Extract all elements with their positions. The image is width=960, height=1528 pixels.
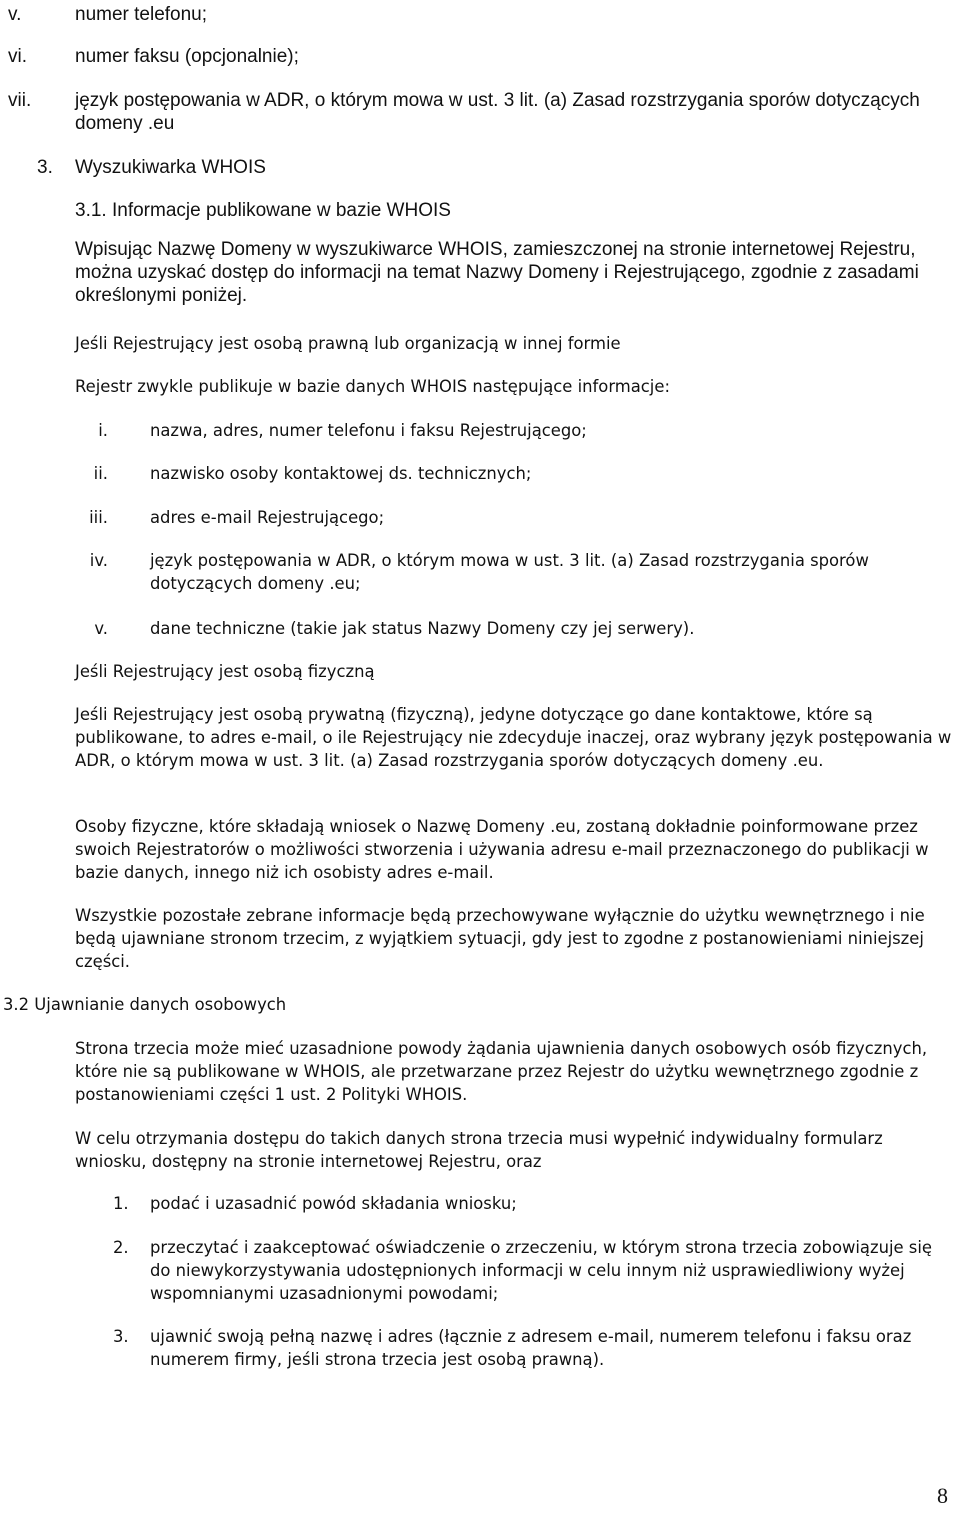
list-number: 1. xyxy=(113,1194,129,1213)
list-item-text: podać i uzasadnić powód składania wniosku; xyxy=(150,1194,517,1213)
list-number: v. xyxy=(8,4,22,25)
legal-person-heading: Jeśli Rejestrujący jest osobą prawną lub organizacją w innej formie xyxy=(75,334,621,353)
list-item-text: adres e-mail Rejestrującego; xyxy=(150,508,385,527)
list-item-text: język postępowania w ADR, o którym mowa w ust. 3 lit. (a) Zasad rozstrzygania sporów dotyczących domeny .eu xyxy=(75,90,920,134)
natural-person-paragraph: Jeśli Rejestrujący jest osobą prywatną (fizyczną), jedyne dotyczące go dane kontaktowe, które są publikowane, to adres e-mail, o ile Rejestrujący nie zdecyduje inaczej, oraz wybrany język postępowania w ADR, o którym mowa w ust. 3 lit. (a) Zasad rozstrzygania sporów dotyczących domeny .eu. xyxy=(75,705,952,770)
legal-person-intro: Rejestr zwykle publikuje w bazie danych WHOIS następujące informacje: xyxy=(75,377,670,396)
list-number: iv. xyxy=(89,551,108,570)
whois-paragraph: Wpisując Nazwę Domeny w wyszukiwarce WHOIS, zamieszczonej na stronie internetowej Rejestru, można uzyskać dostęp do informacji na temat Nazwy Domeny i Rejestrującego, zgodnie z zasadami określonymi poniżej. xyxy=(75,239,919,306)
subsection-heading: 3.1. Informacje publikowane w bazie WHOIS xyxy=(75,200,451,221)
natural-person-paragraph: Osoby fizyczne, które składają wniosek o Nazwę Domeny .eu, zostaną dokładnie poinformowane przez swoich Rejestratorów o możliwości stworzenia i używania adresu e-mail przeznaczonego do publikacji w bazie danych, innego niż ich osobisty adres e-mail. xyxy=(75,817,929,882)
list-number: ii. xyxy=(93,464,108,483)
list-item-text: ujawnić swoją pełną nazwę i adres (łącznie z adresem e-mail, numerem telefonu i faksu oraz numerem firmy, jeśli strona trzecia jest osobą prawną). xyxy=(150,1327,912,1369)
list-item-text: numer telefonu; xyxy=(75,4,208,25)
list-number: i. xyxy=(98,421,108,440)
section-title: Wyszukiwarka WHOIS xyxy=(75,157,266,178)
list-item-text: nazwa, adres, numer telefonu i faksu Rejestrującego; xyxy=(150,421,587,440)
disclosure-paragraph: Strona trzecia może mieć uzasadnione powody żądania ujawnienia danych osobowych osób fizycznych, które nie są publikowane w WHOIS, ale przetwarzane przez Rejestr do użytku wewnętrznego zgodnie z postanowieniami części 1 ust. 2 Polityki WHOIS. xyxy=(75,1039,928,1104)
list-item-text: nazwisko osoby kontaktowej ds. technicznych; xyxy=(150,464,532,483)
page-number: 8 xyxy=(937,1483,948,1508)
list-number: vii. xyxy=(8,90,32,111)
natural-person-heading: Jeśli Rejestrujący jest osobą fizyczną xyxy=(75,662,375,681)
list-item-text: język postępowania w ADR, o którym mowa w ust. 3 lit. (a) Zasad rozstrzygania sporów dotyczących domeny .eu; xyxy=(150,551,869,593)
list-number: 3. xyxy=(113,1327,129,1346)
subsection-heading: 3.2 Ujawnianie danych osobowych xyxy=(3,995,287,1014)
list-item-text: numer faksu (opcjonalnie); xyxy=(75,46,299,67)
list-number: iii. xyxy=(89,508,108,527)
list-item-text: dane techniczne (takie jak status Nazwy Domeny czy jej serwery). xyxy=(150,619,695,638)
disclosure-paragraph: W celu otrzymania dostępu do takich danych strona trzecia musi wypełnić indywidualny formularz wniosku, dostępny na stronie internetowej Rejestru, oraz xyxy=(75,1129,883,1171)
list-number: vi. xyxy=(8,46,27,67)
list-number: 2. xyxy=(113,1238,129,1257)
section-number: 3. xyxy=(37,157,53,178)
list-number: v. xyxy=(94,619,108,638)
natural-person-paragraph: Wszystkie pozostałe zebrane informacje będą przechowywane wyłącznie do użytku wewnętrznego i nie będą ujawniane stronom trzecim, z wyjątkiem sytuacji, gdy jest to zgodne z postanowieniami niniejszej części. xyxy=(75,906,925,971)
list-item-text: przeczytać i zaakceptować oświadczenie o zrzeczeniu, w którym strona trzecia zobowiązuje się do niewykorzystywania udostępnionych informacji w celu innym niż usprawiedliwiony wyżej wspomnianymi uzasadnionymi powodami; xyxy=(150,1238,932,1303)
